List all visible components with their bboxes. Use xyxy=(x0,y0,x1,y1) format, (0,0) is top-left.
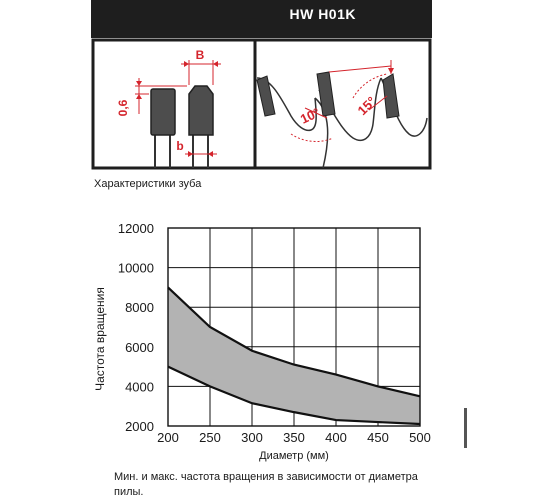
chart-caption: Мин. и макс. частота вращения в зависимости от диаметра пилы. xyxy=(114,471,418,498)
dimension-b-label: b xyxy=(176,139,184,153)
y-tick-label: 10000 xyxy=(117,260,154,276)
angle-markers xyxy=(291,60,394,141)
side-marker xyxy=(464,408,467,448)
y-tick-labels xyxy=(118,221,154,434)
y-axis-label: Частота вращения xyxy=(93,287,107,391)
dimension-height-label: 0,6 xyxy=(116,99,130,117)
x-tick-label: 200 xyxy=(157,430,179,445)
x-tick-label: 300 xyxy=(241,430,263,445)
y-tick-label: 8000 xyxy=(125,300,154,316)
y-tick-label: 4000 xyxy=(125,379,154,395)
blade-tooth-3 xyxy=(383,74,399,118)
panel-frame xyxy=(93,40,430,168)
x-axis-label: Диаметр (мм) xyxy=(259,450,329,462)
header-bar xyxy=(91,0,432,38)
clearance-angle-label: 10° xyxy=(297,104,323,127)
blade-tooth-2 xyxy=(317,72,335,116)
speed-chart xyxy=(0,210,560,470)
x-tick-labels xyxy=(157,430,431,445)
panel-caption: Характеристики зуба xyxy=(94,178,202,190)
tooth-spec-panel xyxy=(91,0,432,174)
y-tick-label: 12000 xyxy=(117,221,154,236)
x-tick-label: 350 xyxy=(283,430,305,445)
tooth-body-right xyxy=(189,86,213,135)
y-tick-label: 2000 xyxy=(125,419,154,434)
blade-profile xyxy=(257,72,427,168)
y-tick-label: 6000 xyxy=(125,339,154,355)
dimension-B-label: B xyxy=(195,48,205,62)
x-tick-label: 450 xyxy=(367,430,389,445)
tooth-body-left xyxy=(151,89,175,135)
x-tick-label: 250 xyxy=(199,430,221,445)
hook-angle-label: 15° xyxy=(354,93,380,119)
model-code: HW H01K xyxy=(289,6,356,22)
x-tick-label: 400 xyxy=(325,430,347,445)
tooth-diagram xyxy=(91,38,432,170)
blade-tooth-1 xyxy=(257,76,275,116)
x-tick-label: 500 xyxy=(409,430,431,445)
